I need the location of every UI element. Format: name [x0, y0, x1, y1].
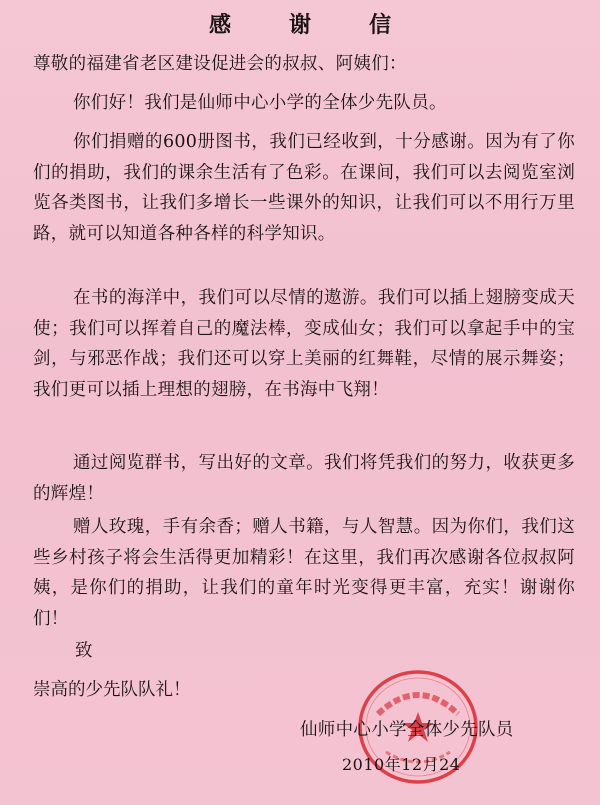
- paragraph-1: 你们好！我们是仙师中心小学的全体少先队员。: [73, 93, 447, 113]
- closing-salute: 崇高的少先队队礼！: [33, 680, 191, 700]
- letter-date: 2010年12月24: [342, 755, 461, 774]
- paragraph-5: 赠人玫瑰，手有余香；赠人书籍，与人智慧。因为你们，我们这些乡村孩子将会生活得更加精彩！在这里，我们再次感谢各位叔叔阿姨，是你们的捐助，让我们的童年时光变得更丰富，充实！谢谢你们！: [33, 517, 575, 629]
- paragraph-2: 你们捐赠的600册图书，我们已经收到，十分感谢。因为有了你们的捐助，我们的课余生活有了色彩。在课间，我们可以去阅览室浏览各类图书，让我们多增长一些课外的知识，让我们可以不用行万里路，就可以知道各种各样的科学知识。: [33, 132, 575, 244]
- paragraph-3: 在书的海洋中，我们可以尽情的遨游。我们可以插上翅膀变成天使；我们可以挥着自己的魔法棒，变成仙女；我们可以拿起手中的宝剑，与邪恶作战；我们还可以穿上美丽的红舞鞋，尽情的展示舞姿；我们更可以插上理想的翅膀，在书海中飞翔！: [33, 288, 575, 400]
- closing-to: 致: [75, 641, 93, 661]
- letter-title: 感 谢 信: [208, 12, 409, 38]
- paragraph-4: 通过阅览群书，写出好的文章。我们将凭我们的努力，收获更多的辉煌！: [33, 453, 575, 504]
- letter-signature: 仙师中心小学全体少先队员: [300, 720, 514, 740]
- letter-greeting: 尊敬的福建省老区建设促进会的叔叔、阿姨们：: [33, 54, 407, 74]
